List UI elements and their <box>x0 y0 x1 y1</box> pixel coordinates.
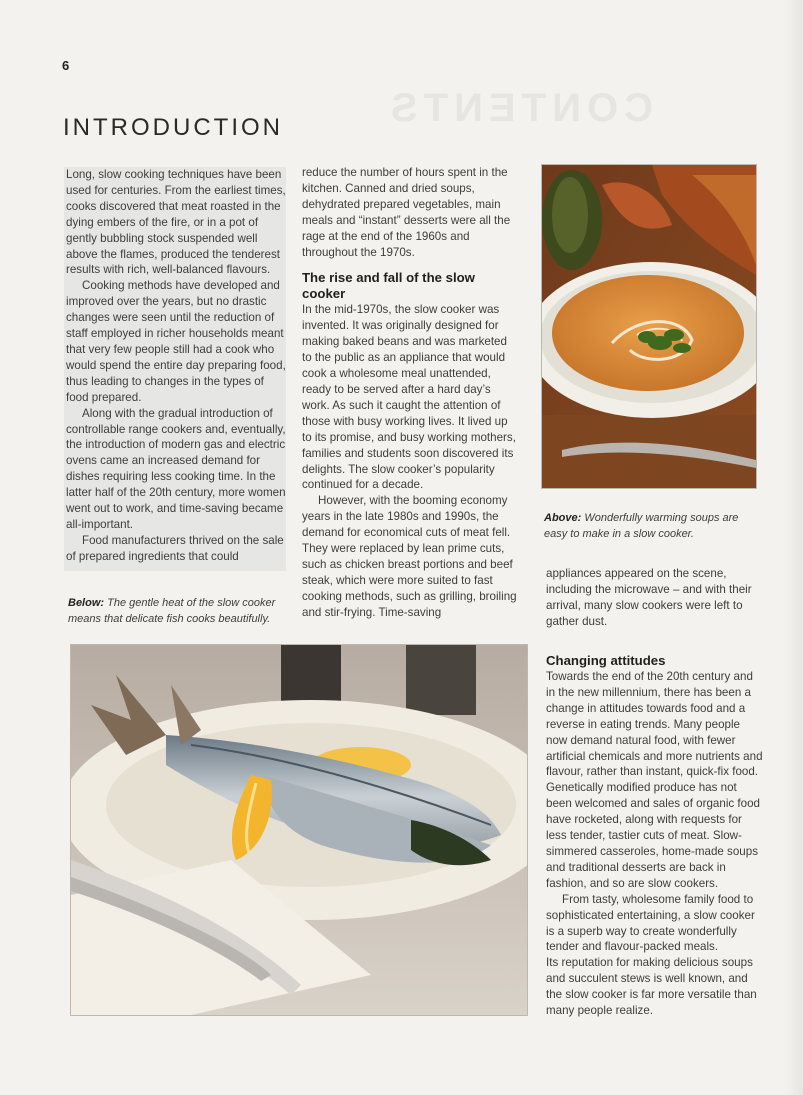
section-heading-rise-and-fall: The rise and fall of the slow cooker <box>302 270 475 302</box>
caption-text: Wonderfully warming soups are easy to make in a slow cooker. <box>544 512 739 540</box>
column-2 <box>302 165 518 621</box>
column-1 <box>64 167 286 571</box>
page-edge <box>785 0 803 1095</box>
soup-photo <box>541 164 757 489</box>
caption-above <box>544 511 756 542</box>
paragraph: reduce the number of hours spent in the kitchen. Canned and dried soups, dehydrated prepared vegetables, main meals and “instant” desserts were all the rage at the end of the 1960s and throughout the 1970s. <box>302 166 511 259</box>
column-3 <box>546 566 762 630</box>
page-number: 6 <box>62 58 70 73</box>
page-title: INTRODUCTION <box>63 114 283 142</box>
column-4 <box>546 653 764 1019</box>
paragraph: Food manufacturers thrived on the sale of prepared ingredients that could <box>66 533 284 563</box>
paragraph: In the mid-1970s, the slow cooker was invented. It was originally designed for making baked beans and was marketed to the public as an appliance that would cook a wholesome meal unattended, ready to be served after a hard day’s work. As such it caught the attention of those with busy working lives. It lived up to its promise, and busy working mothers, families and students soon discovered its delights. The slow cooker’s popularity continued for a decade. <box>302 303 516 492</box>
paragraph: appliances appeared on the scene, including the microwave – and with their arrival, many slow cookers were left to gather dust. <box>546 567 752 628</box>
show-through-contents-heading: CONTENTS <box>385 86 653 130</box>
caption-below <box>68 596 284 627</box>
caption-label: Below: <box>68 597 105 609</box>
caption-text: The gentle heat of the slow cooker means that delicate fish cooks beautifully. <box>68 597 276 625</box>
caption-label: Above: <box>544 512 582 524</box>
paragraph: Long, slow cooking techniques have been used for centuries. From the earliest times, cooks discovered that meat roasted in the dying embers of the fire, or in a pot of gently bubbling stock suspended well above the flames, produced the tenderest results with rich, well-balanced flavours. <box>66 168 286 277</box>
section-heading-changing-attitudes: Changing attitudes <box>546 653 666 668</box>
paragraph: Its reputation for making delicious soups and succulent stews is well known, and the slow cooker is far more versatile than many people realize. <box>546 956 757 1018</box>
paragraph: Towards the end of the 20th century and in the new millennium, there has been a change in attitudes towards food and a reverse in eating trends. Many people now demand natural food, with fewer artificial chemicals and more nutrients and flavour, rather than instant, quick-fix food. Genetically modified produce has not been welcomed and sales of organic food have rocketed, along with requests for less tender, tastier cuts of meat. Slow-simmered casseroles, home-made soups and traditional desserts are back in fashion, and so are slow cookers. <box>546 670 763 890</box>
paragraph: Along with the gradual introduction of controllable range cookers and, eventually, the introduction of modern gas and electric ovens came an increased demand for dishes requiring less cooking time. In the latter half of the 20th century, more women went out to work, and time-saving became all-important. <box>66 406 286 531</box>
fish-photo <box>70 644 528 1016</box>
paragraph: However, with the booming economy years in the late 1980s and 1990s, the demand for economical cuts of meat fell. They were replaced by lean prime cuts, such as chicken breast portions and beef steak, which were more suited to fast cooking methods, such as grilling, broiling and stir-frying. Time-saving <box>302 494 517 619</box>
paragraph: Cooking methods have developed and improved over the years, but no drastic changes were seen until the reduction of staff employed in richer households meant that very few people still had a cook who would spend the entire day preparing food, thus leading to changes in the types of food prepared. <box>66 279 286 404</box>
paragraph: From tasty, wholesome family food to sophisticated entertaining, a slow cooker is a superb way to create wonderfully tender and flavour-packed meals. <box>546 892 755 954</box>
